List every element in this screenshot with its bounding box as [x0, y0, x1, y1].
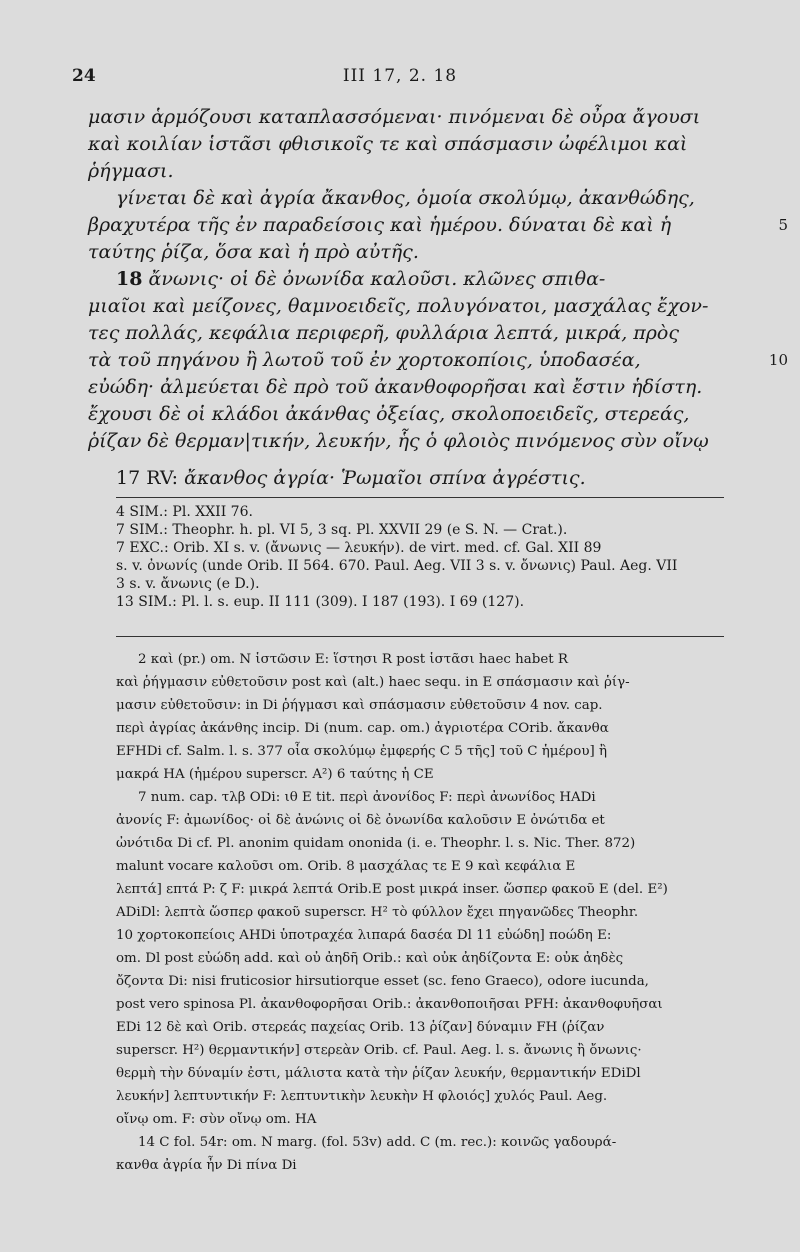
line-text: ῥήγμασι. [88, 160, 174, 182]
apparatus-line: EFHDi cf. Salm. l. s. 377 οἷα σκολύμῳ ἐμφερής C 5 τῆς] τοῦ C ἡμέρου] ἢ [116, 744, 607, 759]
line-text: ῥίζαν δὲ θερμαν|τικήν, λευκήν, ἧς ὁ φλοιὸς πινόμενος σὺν οἴνῳ [88, 430, 709, 452]
apparatus-line: 2 καὶ (pr.) om. N ἱστῶσιν E: ἵστησι R post ἱστᾶσι haec habet R [138, 652, 569, 667]
line-text: μασιν ἁρμόζουσι καταπλασσόμεναι· πινόμεναι δὲ οὖρα ἄγουσι [88, 106, 701, 128]
line-text: βραχυτέρα τῆς ἐν παραδείσοις καὶ ἡμέρου. δύναται δὲ καὶ ἡ [88, 214, 672, 236]
line-text: γίνεται δὲ καὶ ἀγρία ἄκανθος, ὁμοία σκολύμῳ, ἀκανθώδης, [116, 187, 695, 209]
apparatus-line: ἀνονίς F: ἀμωνίδος· οἱ δὲ ἀνώνις οἱ δὲ ὀνωνίδα καλοῦσιν E ὀνώτιδα et [116, 813, 605, 828]
apparatus-line: οἴνῳ om. F: σὺν οἴνῳ om. HA [116, 1112, 317, 1127]
apparatus-line: μασιν εὐθετοῦσιν: in Di ῥήγμασι καὶ σπάσμασιν εὐθετοῦσιν 4 nov. cap. [116, 698, 603, 713]
main-text-line [88, 401, 728, 428]
divider-rule [116, 497, 724, 498]
main-text-line [88, 347, 788, 374]
apparatus-line: ὠνότιδα Di cf. Pl. anonim quidam ononida (i. e. Theophr. l. s. Nic. Ther. 872) [116, 836, 636, 851]
line-text: ταύτης ῥίζα, ὅσα καὶ ἡ πρὸ αὐτῆς. [88, 241, 419, 263]
page-header [72, 66, 728, 90]
rv-prefix: 17 RV: [116, 467, 185, 489]
main-text-line [88, 212, 788, 239]
apparatus-line: ὄζοντα Di: nisi fruticosior hirsutiorque esset (sc. feno Graeco), odore iucunda, [116, 974, 649, 989]
apparatus-line: ADiDl: λεπτὰ ὥσπερ φακοῦ superscr. H² τὸ φύλλον ἔχει πηγανῶδες Theophr. [116, 905, 639, 920]
apparatus-line: om. Dl post εὐώδη add. καὶ οὐ ἀηδῆ Orib.: καὶ οὐκ ἀηδίζοντα E: οὐκ ἀηδὲς [116, 951, 624, 966]
testimonia-line: 7 EXC.: Orib. XI s. v. (ἄνωνις — λευκήν). de virt. med. cf. Gal. XII 89 [116, 540, 602, 556]
main-text-line [88, 320, 728, 347]
apparatus-line: malunt vocare καλοῦσι om. Orib. 8 μασχάλας τε E 9 καὶ κεφάλια E [116, 859, 576, 874]
rv-text: ἄκανθος ἀγρία· Ῥωμαῖοι σπίνα ἀγρέστις. [184, 467, 586, 489]
line-text: τες πολλάς, κεφάλια περιφερῆ, φυλλάρια λεπτά, μικρά, πρὸς [88, 322, 680, 344]
apparatus-line: κανθα ἀγρία ἦν Di πίνα Di [116, 1158, 297, 1173]
divider-rule [116, 636, 724, 637]
section-number: 18 [116, 268, 143, 290]
apparatus-line: μακρά HA (ἡμέρου superscr. A²) 6 ταύτης ἡ CE [116, 767, 434, 782]
testimonia-apparatus [116, 503, 726, 611]
testimonia-line: 3 s. v. ἄνωνις (e D.). [116, 576, 260, 592]
main-text-line [88, 239, 728, 266]
main-text-line [88, 266, 728, 293]
line-text: ἄνωνις· οἱ δὲ ὀνωνίδα καλοῦσι. κλῶνες σπιθα- [148, 268, 606, 290]
testimonia-line: 13 SIM.: Pl. l. s. eup. II 111 (309). I 187 (193). I 69 (127). [116, 594, 525, 610]
line-text: εὐώδη· ἀλμεύεται δὲ πρὸ τοῦ ἀκανθοφορῆσαι καὶ ἔστιν ἡδίστη. [88, 376, 703, 398]
line-text: τὰ τοῦ πηγάνου ἢ λωτοῦ τοῦ ἐν χορτοκοπίοις, ὑποδασέα, [88, 349, 641, 371]
apparatus-line: 7 num. cap. τλβ ODi: ιθ E tit. περὶ ἀνονίδος F: περὶ ἀνωνίδος HADi [138, 790, 596, 805]
apparatus-line: καὶ ῥήγμασιν εὐθετοῦσιν post καὶ (alt.) haec sequ. in E σπάσμασιν καὶ ῥίγ- [116, 675, 630, 690]
apparatus-line: λεπτά] επτά P: ζ F: μικρά λεπτά Orib.E post μικρά inser. ὥσπερ φακοῦ E (del. E²) [116, 882, 668, 897]
main-text-line [88, 104, 728, 131]
main-text-line [88, 374, 728, 401]
apparatus-line: EDi 12 δὲ καὶ Orib. στερεάς παχείας Orib. 13 ῥίζαν] δύναμιν FH (ῥίζαν [116, 1020, 605, 1035]
apparatus-line: περὶ ἀγρίας ἀκάνθης incip. Di (num. cap. om.) ἀγριοτέρα COrib. ἄκανθα [116, 721, 609, 736]
apparatus-line: 10 χορτοκοπείοις AHDi ὑποτραχέα λιπαρά δασέα Dl 11 εὐώδη] ποώδη E: [116, 928, 612, 943]
apparatus-line: post vero spinosa Pl. ἀκανθοφορῆσαι Orib.: ἀκανθοποιῆσαι PFH: ἀκανθοφυῆσαι [116, 997, 663, 1012]
apparatus-line: θερμὴ τὴν δύναμίν ἐστι, μάλιστα κατὰ τὴν ῥίζαν λευκήν, θερμαντικήν EDiDl [116, 1066, 641, 1081]
main-text-line [88, 185, 728, 212]
testimonia-line: 4 SIM.: Pl. XXII 76. [116, 504, 253, 520]
main-text-line [88, 158, 728, 185]
main-text-line [88, 428, 728, 455]
apparatus-line: superscr. H²) θερμαντικήν] στερεὰν Orib. cf. Paul. Aeg. l. s. ἄνωνις ἢ ὄνωνις· [116, 1043, 642, 1058]
main-text-line [88, 293, 728, 320]
running-head: III 17, 2. 18 [342, 66, 458, 86]
rv-gloss-line [116, 465, 726, 491]
line-text: καὶ κοιλίαν ἱστᾶσι φθισικοῖς τε καὶ σπάσμασιν ὠφέλιμοι καὶ [88, 133, 688, 155]
line-number: 10 [768, 351, 788, 369]
line-number: 5 [778, 216, 788, 234]
apparatus-line: 14 C fol. 54r: om. N marg. (fol. 53v) add. C (m. rec.): κοινῶς γαδουρά- [138, 1135, 617, 1150]
testimonia-line: s. v. ὀνωνίς (unde Orib. II 564. 670. Paul. Aeg. VII 3 s. v. ὄνωνις) Paul. Aeg. VII [116, 558, 678, 574]
line-text: μιαῖοι καὶ μείζονες, θαμνοειδεῖς, πολυγόνατοι, μασχάλας ἔχον- [88, 295, 709, 317]
main-text [88, 104, 788, 455]
apparatus-line: λευκήν] λεπτυντικήν F: λεπτυντικὴν λευκὴν H φλοιός] χυλός Paul. Aeg. [116, 1089, 608, 1104]
page-number: 24 [72, 66, 96, 86]
main-text-line [88, 131, 728, 158]
testimonia-line: 7 SIM.: Theophr. h. pl. VI 5, 3 sq. Pl. XXVII 29 (e S. N. — Crat.). [116, 522, 568, 538]
line-text: ἔχουσι δὲ οἱ κλάδοι ἀκάνθας ὀξείας, σκολοποειδεῖς, στερεάς, [88, 403, 690, 425]
critical-apparatus [116, 648, 726, 1177]
